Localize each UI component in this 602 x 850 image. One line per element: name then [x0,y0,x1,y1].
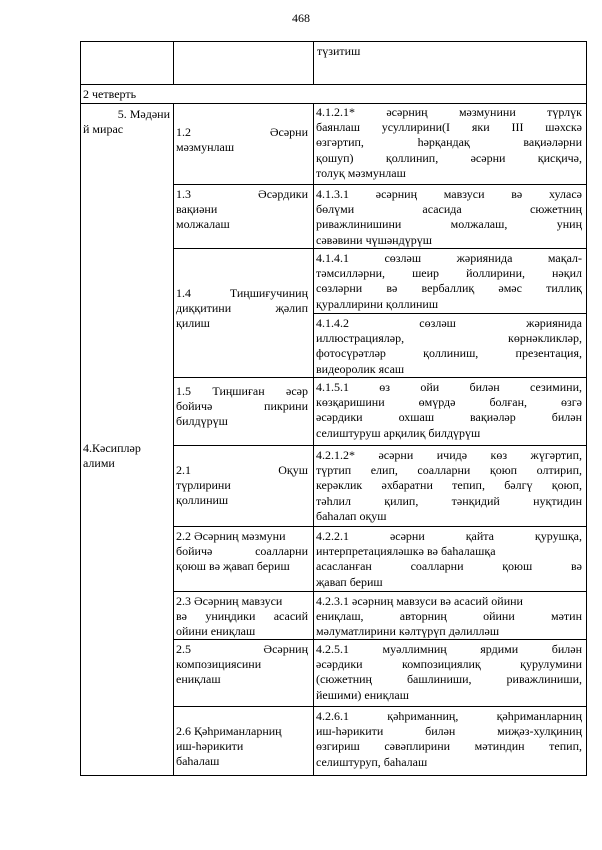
col-divider-1 [173,41,174,84]
objective-cell: 4.2.6.1 қәһриманниң, қәһриманларниң иш-һәрикити билән миҗәз-хулқиниң өзгириш сәвәплирини мәтиндин тепип, селиштуруп, баһалаш [316,709,582,769]
table-border-top [80,41,587,42]
objective-cell: 4.2.2.1 әсәрни қайта қурушқа, интерпретацияләшкә вә баһалашқа асасланған соалларни қоюш вә җавап бериш [316,529,582,589]
objective-cell: 4.2.1.2* әсәрни ичидә көз жүгәртип, түртип елип, соалларни қоюп олтирип, керәклик әхбаратни тепип, бәлгү қоюп, тәһлил қилип, тәнқидий нуқтидин баһалап оқуш [316,448,582,523]
topic-cell: 2.6 Қәһриманларниң иш-һәрикити баһалаш [176,724,282,769]
row-divider [173,591,587,592]
row-divider [173,526,587,527]
row-divider [173,248,587,249]
objective-cell: 4.1.5.1 өз ойи билән сезимини, көзқаришини өмүрдә болған, өзгә әсәрдики охшаш вақиәләр билән селиштуруш арқилиқ билдүрүш [316,380,582,440]
col-divider-1b [173,103,174,776]
objective-cell: 4.1.4.2 сөзләш жәриянида иллюстрацияләр, көрнәкликләр, фотосүрәтләр қоллиниш, презентация, видеоролик ясаш [316,316,582,376]
col-divider-2b [313,103,314,776]
page-number: 468 [292,11,310,25]
section-5-title: 5. Мәдәни й мирас [83,107,170,137]
row-divider-quarter [80,103,587,104]
topic-cell: 2.5 Әсәрниң композициясини ениқлаш [176,642,308,687]
objective-cell: 4.1.4.1 сөзләш жәриянида мақал- тәмсилләрни, шеир йоллирини, нәқил сөзләрни вә вербаллиқ әмәс тиллиқ қураллирини қоллиниш [316,251,582,311]
topic-cell: 1.2 Әсәрни мәзмунлаш [176,125,308,155]
quarter-label: 2 четверть [83,87,137,101]
table-border-left [80,41,81,776]
col-divider-2 [313,41,314,84]
row-divider [173,706,587,707]
row-divider [173,377,587,378]
topic-cell: 2.3 Әсәрниң мавзуси вә униңдики асасий ойини ениқлаш [176,594,308,639]
objective-cell: 4.1.3.1 әсәрниң мавзуси вә хуласә бөлүми асасида сюжетниң риважлинишини молжалаш, униң сәвәвини чүшәндүрүш [316,187,582,247]
topic-cell: 1.5 Тиңшиған әсәр бойичә пикрини билдүрүш [176,384,308,429]
topic-cell: 1.4 Тиңшиғучиниң диққитини җәлип қилиш [176,286,308,331]
table-border-bottom [80,775,587,776]
objective-cell: 4.1.2.1* әсәрниң мәзмунини түрлүк баянлаш усуллирини(I яки III шәхскә өзгәртип, һәрқандақ вақиәләрни қошуп) қоллинип, әсәрни қисқичә, толуқ мәзмунлаш [316,105,582,180]
topic-cell: 2.1 Оқуш түрлирини қоллиниш [176,463,308,508]
row-divider [173,184,587,185]
objective-cell: 4.2.3.1 әсәрниң мавзуси вә асасий ойини ениқлаш, авторниң ойини мәтин мәлуматлирини кәлтүрүп дәлилләш [316,594,582,639]
objective-cell: 4.2.5.1 муәллимниң ярдими билән әсәрдики композициялиқ қурулумини (сюжетниң башлиниши, риважлиниши, йешими) ениқлаш [316,642,582,702]
curriculum-table [80,41,587,776]
row-divider [313,313,587,314]
row-divider [173,445,587,446]
table-border-right [586,41,587,776]
section-4-title: 4.Кәсипләр алими [83,441,141,471]
row-divider-top [80,84,587,85]
topic-cell: 1.3 Әсәрдики вақиәни молжалаш [176,187,308,232]
topic-cell: 2.2 Әсәрниң мәзмуни бойичә соалларни қоюш вә җавап бериш [176,529,308,574]
top-row-text: түзитиш [317,44,361,58]
